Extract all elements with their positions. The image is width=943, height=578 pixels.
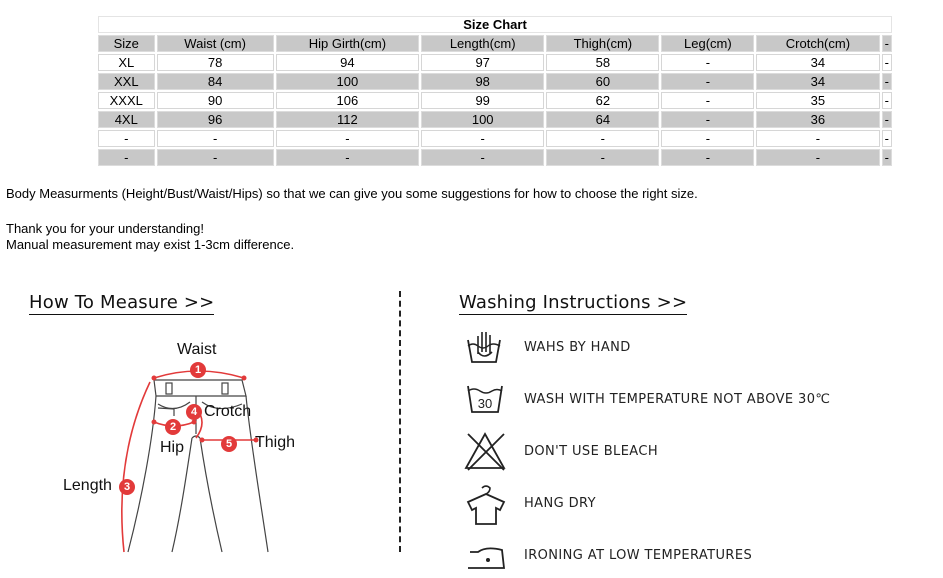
column-header-thigh: Thigh(cm) (546, 35, 659, 52)
table-cell: - (661, 73, 754, 90)
table-cell: 99 (421, 92, 544, 109)
length-badge: 3 (119, 479, 135, 495)
table-row (98, 73, 892, 90)
column-header-leg: Leg(cm) (661, 35, 754, 52)
table-cell: 97 (421, 54, 544, 71)
table-cell: 35 (756, 92, 879, 109)
how-to-measure-title: How To Measure >> (29, 292, 215, 313)
thigh-badge: 5 (221, 436, 237, 452)
wash-item-label: DON'T USE BLEACH (524, 444, 659, 459)
table-cell: - (882, 130, 892, 147)
table-cell: - (661, 130, 754, 147)
waist-label: Waist (177, 341, 217, 358)
table-cell: 78 (157, 54, 274, 71)
table-cell: 84 (157, 73, 274, 90)
table-cell: 100 (421, 111, 544, 128)
wash-item-label: WASH WITH TEMPERATURE NOT ABOVE 30℃ (524, 392, 831, 407)
table-cell: XXL (98, 73, 155, 90)
table-row (98, 92, 892, 109)
hand-wash-icon (462, 326, 512, 370)
wash-temperature-icon (462, 378, 512, 422)
table-cell: - (661, 149, 754, 166)
table-cell: - (882, 149, 892, 166)
column-header-hip-girth: Hip Girth(cm) (276, 35, 419, 52)
table-cell: - (756, 149, 879, 166)
table-row (98, 54, 892, 71)
table-cell: - (756, 130, 879, 147)
table-row (98, 130, 892, 147)
left-pocket (158, 402, 190, 409)
iron-low-icon (462, 534, 512, 578)
column-header-crotch: Crotch(cm) (756, 35, 879, 52)
column-header-length: Length(cm) (421, 35, 544, 52)
table-cell: 64 (546, 111, 659, 128)
table-cell: - (546, 149, 659, 166)
table-cell: 34 (756, 54, 879, 71)
table-cell: - (276, 149, 419, 166)
hang-dry-icon (462, 482, 512, 526)
hip-label: Hip (160, 439, 185, 456)
table-cell: - (882, 111, 892, 128)
table-cell: 90 (157, 92, 274, 109)
table-cell: - (882, 54, 892, 71)
table-cell: - (157, 149, 274, 166)
washing-instructions-title: Washing Instructions >> (459, 292, 688, 313)
belt-loop-right (222, 383, 228, 394)
table-cell: - (98, 130, 155, 147)
table-cell: - (661, 111, 754, 128)
size-chart-title-row (98, 16, 892, 33)
wash-item-label: HANG DRY (524, 496, 596, 511)
table-cell: - (276, 130, 419, 147)
table-cell: 94 (276, 54, 419, 71)
table-cell: - (882, 92, 892, 109)
table-cell: 112 (276, 111, 419, 128)
size-chart-table (96, 14, 894, 168)
table-cell: - (421, 130, 544, 147)
belt-loop-left (166, 383, 172, 394)
table-cell: - (98, 149, 155, 166)
table-cell: 4XL (98, 111, 155, 128)
table-row (98, 111, 892, 128)
table-cell: - (661, 92, 754, 109)
no-bleach-icon (462, 430, 512, 474)
crotch-label: Crotch (204, 403, 252, 420)
pocket-stitch (158, 408, 174, 416)
table-cell: - (661, 54, 754, 71)
wash-item-label: IRONING AT LOW TEMPERATURES (524, 548, 753, 563)
right-leg-inner (200, 438, 222, 552)
table-cell: 36 (756, 111, 879, 128)
table-cell: 100 (276, 73, 419, 90)
table-cell: - (421, 149, 544, 166)
length-measure-line (122, 382, 150, 552)
table-cell: 60 (546, 73, 659, 90)
table-cell: XL (98, 54, 155, 71)
size-chart-header-row (98, 35, 892, 52)
left-leg-outer (128, 396, 156, 552)
body-measurements-note: Body Measurments (Height/Bust/Waist/Hips) so that we can give you some suggestions for how to choose the right size. (6, 186, 698, 201)
table-cell: 96 (157, 111, 274, 128)
hip-badge: 2 (165, 419, 181, 435)
waist-badge: 1 (190, 362, 206, 378)
table-cell: - (157, 130, 274, 147)
table-cell: 106 (276, 92, 419, 109)
table-cell: 58 (546, 54, 659, 71)
difference-note: Manual measurement may exist 1-3cm difference. (6, 237, 295, 252)
column-header-size: Size (98, 35, 155, 52)
section-divider (399, 291, 401, 552)
crotch-badge: 4 (186, 404, 202, 420)
thigh-label: Thigh (255, 434, 296, 451)
wash-item-label: WAHS BY HAND (524, 340, 631, 355)
table-cell: 34 (756, 73, 879, 90)
table-cell: XXXL (98, 92, 155, 109)
length-label: Length (63, 477, 112, 494)
table-cell: 98 (421, 73, 544, 90)
table-cell: - (882, 73, 892, 90)
table-row (98, 149, 892, 166)
thanks-note: Thank you for your understanding! (6, 221, 205, 236)
column-header-waist: Waist (cm) (157, 35, 274, 52)
table-cell: - (546, 130, 659, 147)
svg-text:30: 30 (477, 396, 493, 411)
size-chart-title: Size Chart (98, 16, 892, 33)
column-header-extra: - (882, 35, 892, 52)
table-cell: 62 (546, 92, 659, 109)
